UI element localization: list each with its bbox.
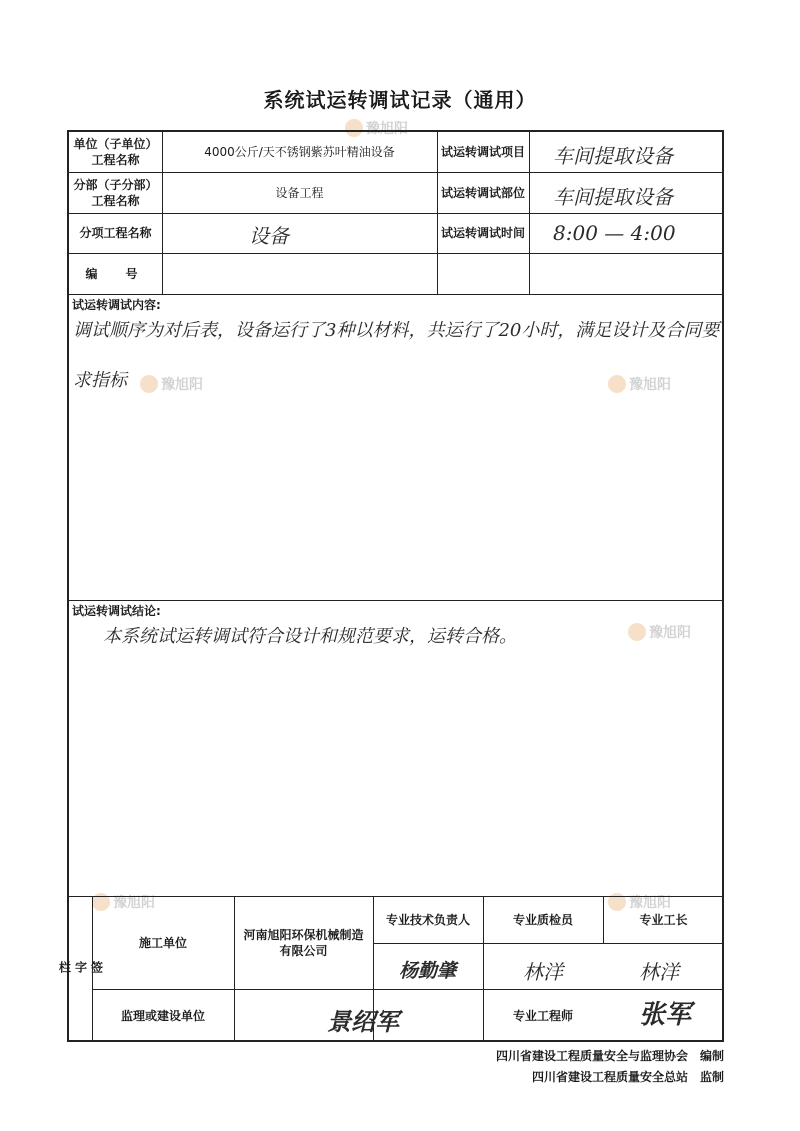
test-item-value: 车间提取设备 — [553, 144, 673, 168]
test-conclusion-label: 试运转调试结论: — [72, 604, 161, 618]
watermark-text: 豫旭阳 — [649, 625, 691, 641]
signature-column-label: 签 字 栏 — [57, 961, 104, 977]
test-content-label: 试运转调试内容: — [72, 298, 161, 312]
subitem-name-label: 分项工程名称 — [79, 226, 152, 240]
footer-compiler: 四川省建设工程质量安全与监理协会 编制 — [495, 1049, 724, 1063]
engineer-signature: 张军 — [639, 1000, 692, 1030]
division-name-value: 设备工程 — [275, 185, 324, 200]
test-item-label: 试运转调试项目 — [440, 145, 525, 159]
test-part-value: 车间提取设备 — [553, 185, 673, 209]
test-content-line-2: 求指标 — [73, 370, 127, 391]
professional-engineer-label: 专业工程师 — [512, 1008, 573, 1023]
number-label: 编 号 — [85, 266, 146, 281]
foreman-label: 专业工长 — [639, 912, 688, 927]
unit-name-value: 4000公斤/天不锈钢紫苏叶精油设备 — [204, 145, 395, 159]
watermark-text: 豫旭阳 — [366, 121, 408, 137]
subitem-name-value: 设备 — [249, 224, 289, 248]
supervisor-signature: 景绍军 — [327, 1007, 399, 1036]
page-title: 系统试运转调试记录（通用） — [263, 88, 537, 112]
construction-unit-label: 施工单位 — [138, 935, 187, 950]
tech-lead-label: 专业技术负责人 — [385, 912, 470, 927]
test-time-value: 8:00 — 4:00 — [553, 221, 676, 245]
watermark-text: 豫旭阳 — [113, 895, 155, 911]
qc-inspector-signature: 林洋 — [523, 960, 563, 984]
number-value — [162, 253, 437, 294]
tech-lead-signature: 杨勤肇 — [399, 960, 457, 982]
unit-name-label: 单位（子单位） 工程名称 — [73, 137, 158, 167]
watermark-text: 豫旭阳 — [629, 377, 671, 393]
division-name-label: 分部（子分部） 工程名称 — [73, 177, 158, 208]
footer-supervisor: 四川省建设工程质量安全总站 监制 — [531, 1070, 724, 1084]
foreman-signature: 林洋 — [639, 960, 679, 984]
watermark-text: 豫旭阳 — [161, 377, 203, 393]
supervisor-unit-label: 监理或建设单位 — [120, 1008, 205, 1023]
watermark-text: 豫旭阳 — [629, 895, 671, 911]
test-conclusion-text: 本系统试运转调试符合设计和规范要求，运转合格。 — [103, 626, 517, 647]
test-part-label: 试运转调试部位 — [440, 185, 525, 200]
construction-unit-value: 河南旭阳环保机械制造有限公司 — [243, 927, 364, 958]
record-form — [57, 130, 724, 1042]
qc-inspector-label: 专业质检员 — [512, 912, 573, 927]
test-time-label: 试运转调试时间 — [440, 226, 525, 240]
test-content-line-1: 调试顺序为对后表，设备运行了3种以材料，共运行了20小时，满足设计及合同要 — [73, 320, 720, 341]
